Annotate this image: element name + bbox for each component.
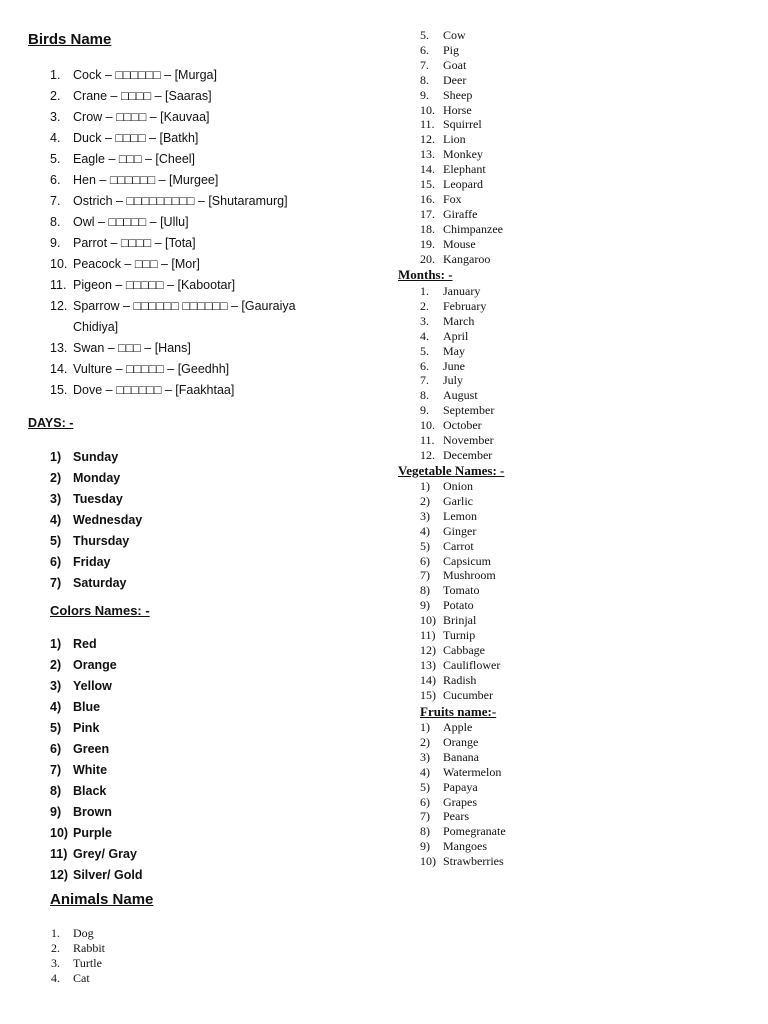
list-item [50, 573, 142, 594]
list-item-text: Horse [443, 102, 472, 117]
list-item-number: 8. [50, 215, 61, 229]
list-item [420, 418, 494, 433]
list-item-text: Blue [73, 700, 101, 714]
list-item-number: 5. [420, 28, 429, 42]
list-item [420, 720, 506, 735]
list-item [420, 824, 506, 839]
list-item-number: 3) [50, 492, 62, 506]
list-item [420, 854, 506, 869]
list-item-text: Swan – □□□ – [Hans] [73, 341, 191, 355]
list-item [50, 380, 296, 401]
list-item [420, 207, 503, 222]
list-item-text: Cat [73, 970, 90, 985]
list-item-text: Silver/ Gold [73, 868, 143, 882]
list-item-number: 6) [420, 553, 430, 568]
list-item-text: Purple [73, 826, 112, 840]
list-item-text: Thursday [73, 534, 130, 548]
list-item-text: Cock – □□□□□□ – [Murga] [73, 68, 217, 82]
list-item-number: 1) [420, 720, 430, 734]
list-item [420, 147, 503, 162]
birds-list [50, 65, 296, 401]
list-item [420, 750, 506, 765]
list-item-number: 11. [50, 278, 67, 292]
list-item-number: 8) [420, 583, 430, 598]
list-item-text: Sparrow – □□□□□□ □□□□□□ – [Gauraiya [73, 299, 296, 313]
list-item-text: Sunday [73, 450, 119, 464]
list-item-text: Lion [443, 132, 466, 147]
list-item-number: 11. [420, 117, 435, 132]
list-item [50, 149, 296, 170]
list-item-number: 13. [420, 147, 435, 162]
birds-heading: Birds Name [28, 31, 112, 48]
list-item-number: 4. [420, 328, 429, 343]
list-item [50, 212, 296, 233]
list-item-number: 9) [420, 598, 430, 613]
list-item-number: 5. [50, 152, 61, 166]
list-item [50, 739, 142, 760]
list-item-number: 10) [420, 613, 436, 628]
list-item-number: 6. [50, 173, 61, 187]
list-item-number: 9) [420, 839, 430, 854]
list-item-text: Fox [443, 191, 462, 206]
list-item-number: 11) [420, 628, 436, 643]
list-item [50, 338, 296, 359]
list-item-text: May [443, 343, 465, 358]
list-item-number: 7) [420, 809, 430, 824]
list-item-text: Pig [443, 42, 460, 57]
list-item-number: 9. [420, 403, 429, 418]
list-item [420, 132, 503, 147]
list-item [50, 191, 296, 212]
list-item [50, 86, 296, 107]
list-item-number: 6. [420, 358, 429, 373]
list-item-number: 1) [50, 450, 62, 464]
list-item [420, 735, 506, 750]
list-item-number: 3. [51, 955, 60, 970]
list-item-text: September [443, 403, 495, 418]
list-item-text: White [73, 763, 108, 777]
list-item-text: Capsicum [443, 553, 491, 568]
list-item-text: June [443, 358, 465, 373]
list-item-text: Hen – □□□□□□ – [Murgee] [73, 173, 219, 187]
list-item-text: Rabbit [73, 940, 105, 955]
list-item-text: Monkey [443, 147, 483, 162]
list-item-number: 5. [420, 343, 429, 358]
list-item [420, 252, 503, 267]
list-item [420, 403, 494, 418]
list-item-text: November [443, 433, 494, 448]
list-item-text: October [443, 418, 482, 433]
list-item-text: Crow – □□□□ – [Kauvaa] [73, 110, 210, 124]
list-item-text: Strawberries [443, 854, 504, 869]
list-item [420, 688, 500, 703]
list-item-text: Cauliflower [443, 657, 501, 672]
list-item-text: Pink [73, 721, 100, 735]
list-item-number: 2) [420, 493, 430, 508]
list-item [420, 795, 506, 810]
list-item [420, 388, 494, 403]
list-item-text: Chimpanzee [443, 221, 503, 236]
list-item-text: Brinjal [443, 613, 477, 628]
list-item-text: Squirrel [443, 117, 482, 132]
list-item-number: 12) [420, 642, 436, 657]
list-item-number: 6) [50, 555, 62, 569]
list-item-number: 4. [51, 970, 60, 985]
list-item-number: 9. [50, 236, 61, 250]
list-item [50, 275, 296, 296]
list-item [420, 58, 503, 73]
list-item [420, 554, 500, 569]
list-item-number: 2) [50, 658, 62, 672]
list-item-text: Turnip [443, 628, 476, 643]
list-item-text: Parrot – □□□□ – [Tota] [73, 236, 196, 250]
list-item [50, 128, 296, 149]
list-item-text: Carrot [443, 538, 474, 553]
list-item-text: Turtle [73, 955, 102, 970]
list-item-number: 2) [50, 471, 62, 485]
list-item-number: 5) [50, 721, 62, 735]
list-item [50, 781, 142, 802]
list-item-text: Goat [443, 57, 467, 72]
list-item [50, 359, 296, 380]
list-item-text: Eagle – □□□ – [Cheel] [73, 152, 196, 166]
list-item-number: 1. [50, 68, 61, 82]
list-item [420, 329, 494, 344]
list-item [50, 296, 296, 317]
list-item [420, 162, 503, 177]
list-item-text: Wednesday [73, 513, 143, 527]
list-item-text: Tuesday [73, 492, 123, 506]
list-item-text: Pigeon – □□□□□ – [Kabootar] [73, 278, 236, 292]
list-item [420, 643, 500, 658]
list-item [420, 839, 506, 854]
list-item-number: 8) [420, 824, 430, 839]
days-heading: DAYS: - [28, 416, 74, 430]
list-item [50, 107, 296, 128]
list-item-text: Sheep [443, 87, 473, 102]
list-item [420, 359, 494, 374]
list-item-number: 10. [50, 257, 68, 271]
list-item-number: 13) [420, 657, 436, 672]
list-item-number: 3. [420, 313, 429, 328]
list-item-number: 5) [420, 779, 430, 794]
list-item [420, 809, 506, 824]
list-item-number: 16. [420, 191, 435, 206]
list-item-number: 20. [420, 251, 435, 266]
list-item-number: 15) [420, 687, 436, 702]
list-item-number: 8) [50, 784, 62, 798]
list-item-number: 12. [50, 299, 68, 313]
list-item [50, 489, 142, 510]
list-item-number: 12) [50, 868, 69, 882]
months-heading: Months: - [398, 267, 453, 282]
list-item-text: Saturday [73, 576, 127, 590]
list-item [420, 524, 500, 539]
list-item-number: 1) [420, 479, 430, 493]
list-item-text: January [443, 284, 481, 298]
list-item-number: 18. [420, 221, 435, 236]
list-item [420, 765, 506, 780]
list-item-text: Tomato [443, 583, 480, 598]
list-item-number: 7) [50, 763, 62, 777]
list-item-text: Deer [443, 72, 467, 87]
list-item [420, 673, 500, 688]
list-item [50, 65, 296, 86]
list-item-text: Pomegranate [443, 824, 506, 839]
list-item-text: February [443, 298, 487, 313]
list-item-number: 9. [420, 87, 429, 102]
list-item [420, 314, 494, 329]
list-item [420, 598, 500, 613]
list-item [420, 509, 500, 524]
list-item-text: Grey/ Gray [73, 847, 137, 861]
list-item-number: 3) [50, 679, 62, 693]
list-item-number: 3) [420, 508, 430, 523]
list-item-number: 2) [420, 734, 430, 749]
list-item [50, 254, 296, 275]
list-item [420, 88, 503, 103]
list-item [50, 655, 142, 676]
list-item-number: 7) [50, 576, 62, 590]
vegetables-heading: Vegetable Names: - [398, 463, 505, 478]
list-item-number: 17. [420, 206, 435, 221]
list-item-number [50, 317, 73, 338]
list-item-number: 14. [420, 162, 435, 177]
list-item-text: March [443, 313, 475, 328]
list-item-number: 12. [420, 447, 435, 462]
list-item-text: Cow [443, 28, 466, 42]
list-item-number: 4. [50, 131, 61, 145]
list-item [51, 926, 105, 941]
list-item-text: Owl – □□□□□ – [Ullu] [73, 215, 189, 229]
list-item-number: 6) [420, 794, 430, 809]
list-item-number: 6. [420, 42, 429, 57]
list-item [420, 299, 494, 314]
list-item-text: Green [73, 742, 110, 756]
colors-heading: Colors Names: - [50, 603, 150, 618]
list-item-text: Duck – □□□□ – [Batkh] [73, 131, 199, 145]
list-item-text: Potato [443, 598, 474, 613]
list-item-text: Pears [443, 809, 469, 824]
list-item-text: Radish [443, 672, 477, 687]
list-item-text: Mangoes [443, 839, 487, 854]
list-item-text: Grapes [443, 794, 477, 809]
list-item-number: 5) [50, 534, 62, 548]
list-item [50, 760, 142, 781]
list-item-number: 7. [420, 57, 429, 72]
list-item-text: Watermelon [443, 764, 502, 779]
list-item [50, 510, 142, 531]
list-item-number: 14. [50, 362, 68, 376]
list-item [50, 634, 142, 655]
animals-heading: Animals Name [50, 891, 154, 908]
animals-list-part2 [420, 28, 503, 267]
list-item [50, 531, 142, 552]
list-item [420, 237, 503, 252]
list-item [420, 284, 494, 299]
fruits-list [420, 720, 506, 869]
list-item-text: Brown [73, 805, 112, 819]
list-item-text: Apple [443, 720, 473, 734]
list-item-number: 4) [50, 700, 62, 714]
list-item [50, 718, 142, 739]
list-item [50, 823, 142, 844]
list-item-text: Ostrich – □□□□□□□□□ – [Shutaramurg] [73, 194, 288, 208]
list-item-text: December [443, 447, 493, 462]
list-item-number: 9) [50, 805, 62, 819]
list-item [50, 844, 142, 865]
list-item-number: 5) [420, 538, 430, 553]
list-item-text: Friday [73, 555, 111, 569]
list-item-text: Onion [443, 479, 473, 493]
list-item [420, 780, 506, 795]
list-item-text: Chidiya] [73, 320, 119, 334]
list-item [420, 28, 503, 43]
list-item [50, 676, 142, 697]
list-item-text: Banana [443, 749, 479, 764]
list-item [420, 222, 503, 237]
list-item-text: Papaya [443, 779, 478, 794]
list-item [420, 494, 500, 509]
list-item-number: 12. [420, 132, 435, 147]
list-item [420, 448, 494, 463]
list-item [420, 628, 500, 643]
list-item [50, 317, 296, 338]
list-item [50, 447, 142, 468]
animals-list-part1 [51, 926, 105, 986]
list-item-text: Cucumber [443, 687, 493, 702]
list-item-text: Vulture – □□□□□ – [Geedhh] [73, 362, 230, 376]
list-item-number: 1. [420, 284, 429, 298]
list-item-number: 2. [51, 940, 60, 955]
list-item-number: 4) [50, 513, 62, 527]
list-item-text: Peacock – □□□ – [Mor] [73, 257, 200, 271]
list-item [51, 956, 105, 971]
list-item-number: 14) [420, 672, 436, 687]
list-item-number: 19. [420, 236, 435, 251]
list-item-text: Elephant [443, 162, 486, 177]
list-item-number: 8. [420, 388, 429, 403]
list-item-text: Kangaroo [443, 251, 491, 266]
months-list [420, 284, 494, 463]
list-item [420, 192, 503, 207]
list-item-number: 10) [420, 854, 436, 869]
list-item [420, 539, 500, 554]
list-item [420, 373, 494, 388]
days-list [50, 447, 142, 594]
list-item-text: Garlic [443, 493, 473, 508]
list-item-text: Ginger [443, 523, 477, 538]
list-item [420, 117, 503, 132]
list-item [420, 177, 503, 192]
list-item-text: Dog [73, 926, 94, 940]
list-item [420, 344, 494, 359]
list-item-text: Mushroom [443, 568, 496, 583]
list-item-text: Orange [443, 734, 479, 749]
list-item [50, 552, 142, 573]
list-item [51, 941, 105, 956]
list-item-number: 2. [50, 89, 61, 103]
list-item [420, 583, 500, 598]
list-item-number: 3) [420, 749, 430, 764]
list-item [420, 479, 500, 494]
list-item [420, 433, 494, 448]
list-item [50, 697, 142, 718]
list-item [50, 468, 142, 489]
list-item-text: Lemon [443, 508, 477, 523]
list-item [50, 865, 142, 886]
list-item [420, 658, 500, 673]
list-item-number: 10. [420, 102, 435, 117]
list-item [420, 103, 503, 118]
list-item-text: Leopard [443, 177, 483, 192]
list-item-number: 4) [420, 523, 430, 538]
list-item-number: 15. [50, 383, 68, 397]
fruits-heading: Fruits name:- [420, 704, 497, 719]
colors-list [50, 634, 142, 886]
list-item-number: 13. [50, 341, 68, 355]
list-item-text: Black [73, 784, 107, 798]
list-item-number: 10. [420, 418, 435, 433]
list-item-number: 11) [50, 847, 68, 861]
list-item-text: Dove – □□□□□□ – [Faakhtaa] [73, 383, 235, 397]
list-item-text: Monday [73, 471, 121, 485]
list-item-text: April [443, 328, 469, 343]
list-item-text: July [443, 373, 464, 388]
list-item-text: Orange [73, 658, 117, 672]
list-item-number: 11. [420, 433, 435, 448]
list-item-number: 7) [420, 568, 430, 583]
list-item-text: Giraffe [443, 206, 478, 221]
list-item-number: 8. [420, 72, 429, 87]
list-item-text: Mouse [443, 236, 476, 251]
list-item-number: 10) [50, 826, 69, 840]
list-item-number: 4) [420, 764, 430, 779]
list-item-text: Crane – □□□□ – [Saaras] [73, 89, 212, 103]
list-item-number: 15. [420, 177, 435, 192]
list-item [50, 170, 296, 191]
list-item [51, 971, 105, 986]
list-item [50, 233, 296, 254]
list-item-number: 6) [50, 742, 62, 756]
list-item-number: 3. [50, 110, 61, 124]
list-item [420, 568, 500, 583]
list-item-number: 7. [50, 194, 61, 208]
list-item-number: 7. [420, 373, 429, 388]
list-item-text: Red [73, 637, 97, 651]
list-item-text: Yellow [73, 679, 112, 693]
list-item-text: August [443, 388, 478, 403]
vegetables-list [420, 479, 500, 703]
list-item-number: 1. [51, 926, 60, 940]
list-item [420, 73, 503, 88]
list-item-text: Cabbage [443, 642, 485, 657]
list-item [420, 613, 500, 628]
list-item [420, 43, 503, 58]
list-item [50, 802, 142, 823]
list-item-number: 2. [420, 298, 429, 313]
list-item-number: 1) [50, 637, 62, 651]
